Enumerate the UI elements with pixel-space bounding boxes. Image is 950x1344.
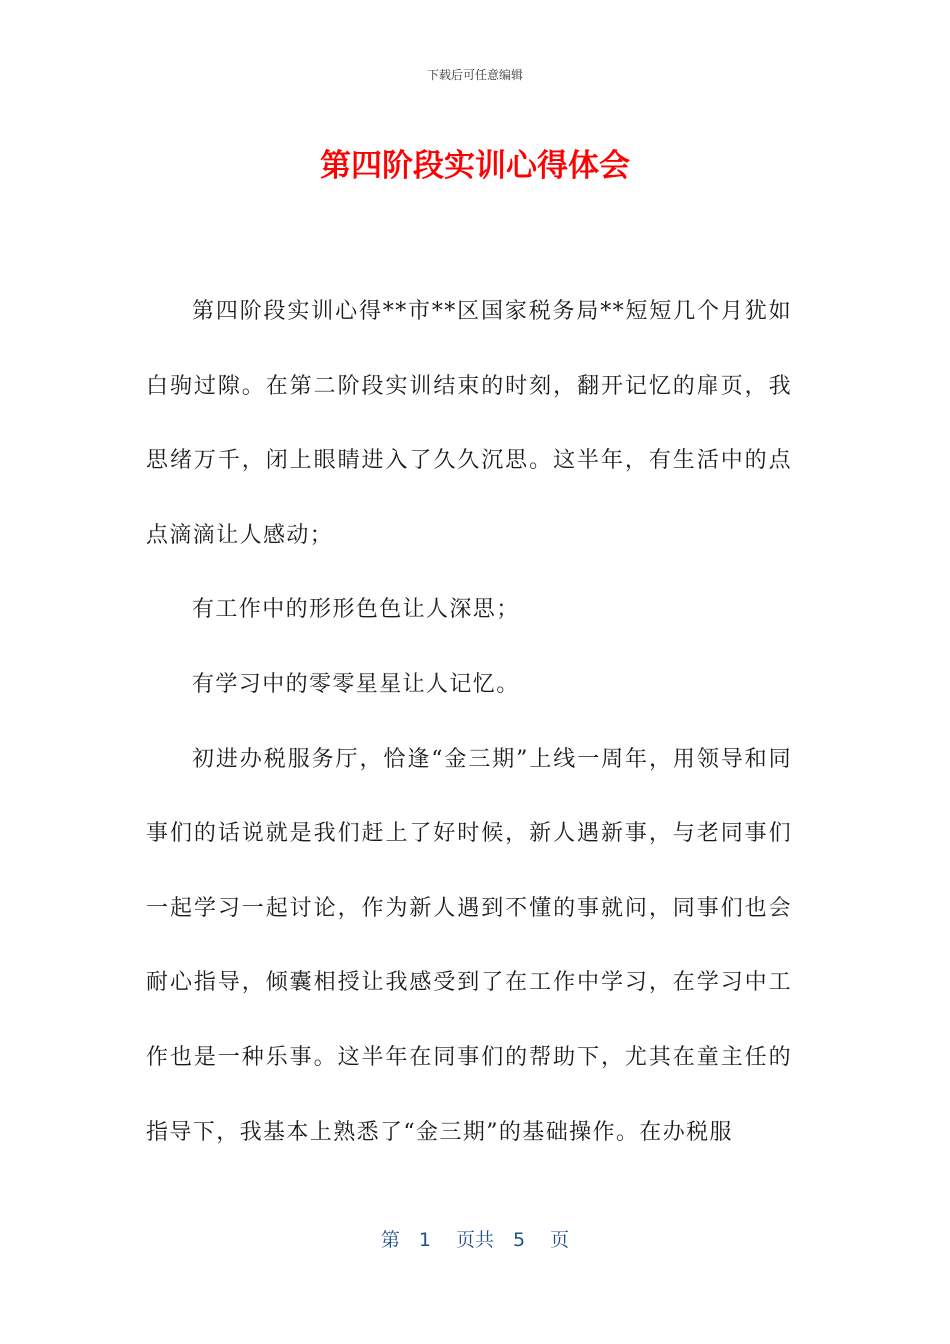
document-title: 第四阶段实训心得体会 [320, 148, 630, 184]
paragraph: 初进办税服务厅，恰逢“金三期”上线一周年，用领导和同事们的话说就是我们赶上了好时候，新人遇新事，与老同事们一起学习一起讨论，作为新人遇到不懂的事就问，同事们也会耐心指导，倾囊相授让我感受到了在工作中学习，在学习中工作也是一种乐事。这半年在同事们的帮助下，尤其在童主任的指导下，我基本上熟悉了“金三期”的基础操作。在办税服 [146, 746, 792, 1145]
header-note: 下载后可任意编辑 [426, 68, 523, 82]
document-body [146, 275, 792, 1170]
paragraph: 有学习中的零零星星让人记忆。 [192, 671, 520, 697]
paragraph: 第四阶段实训心得**市**区国家税务局**短短几个月犹如白驹过隙。在第二阶段实训结束的时刻，翻开记忆的扉页，我思绪万千，闭上眼睛进入了久久沉思。这半年，有生活中的点点滴滴让人感动； [146, 299, 792, 548]
page-number: 第 1 页共 5 页 [380, 1229, 570, 1251]
paragraph: 有工作中的形形色色让人深思； [192, 597, 520, 623]
